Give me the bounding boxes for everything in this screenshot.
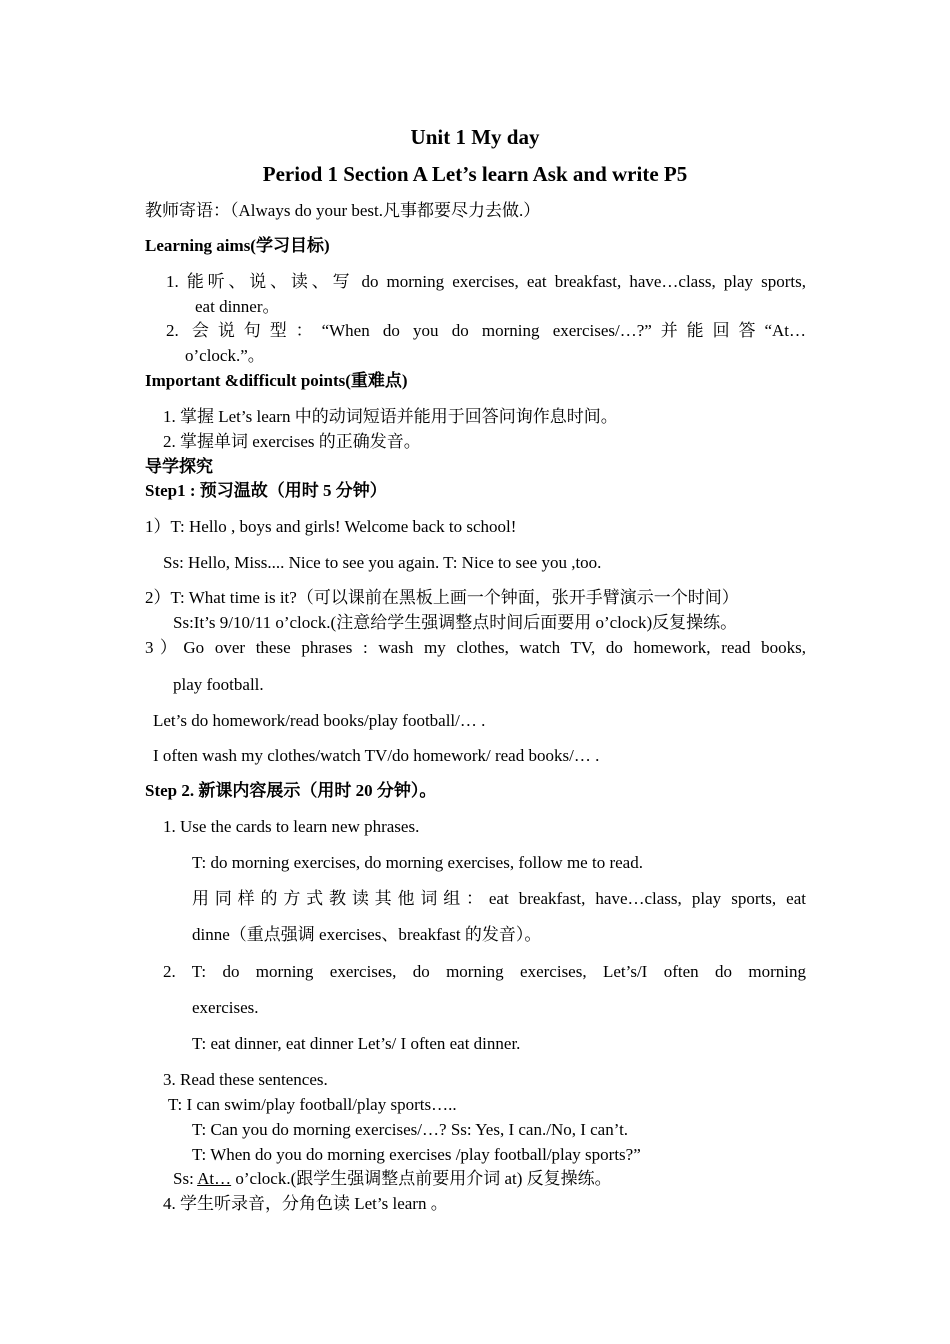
step1-line-6: play football. — [173, 675, 264, 694]
step2-b-line-2: exercises. — [192, 998, 259, 1017]
step1-line-2: Ss: Hello, Miss.... Nice to see you again. T: Nice to see you ,too. — [163, 553, 602, 572]
key-point-1: 1. 掌握 Let’s learn 中的动词短语并能用于回答问询作息时间。 — [163, 407, 618, 426]
step2-a-line-2: T: do morning exercises, do morning exercises, follow me to read. — [192, 853, 643, 872]
step1-line-1: 1）T: Hello , boys and girls! Welcome back to school! — [145, 517, 517, 536]
step1-line-4: Ss:It’s 9/10/11 o’clock.(注意给学生强调整点时间后面要用 o’clock)反复操练。 — [173, 613, 738, 632]
step1-heading: Step1 : 预习温故（用时 5 分钟） — [145, 481, 387, 500]
aim-item-1-line-2: eat dinner。 — [195, 297, 280, 316]
aim-item-2-line-1: 2. 会说句型：“When do you do morning exercises/…?”并能回答“At… — [166, 321, 806, 340]
step2-c-line-5-prefix: Ss: — [173, 1169, 198, 1188]
step2-c-line-5-suffix: o’clock.(跟学生强调整点前要用介词 at) 反复操练。 — [231, 1169, 612, 1188]
key-point-2: 2. 掌握单词 exercises 的正确发音。 — [163, 432, 421, 451]
step2-a-line-3: 用同样的方式教读其他词组：eat breakfast, have…class, play sports, eat — [192, 889, 806, 908]
doc-title: Unit 1 My day — [410, 125, 540, 149]
step2-a-line-1: 1. Use the cards to learn new phrases. — [163, 817, 420, 836]
step1-line-8: I often wash my clothes/watch TV/do homework/ read books/… . — [153, 746, 600, 765]
step2-heading: Step 2. 新课内容展示（用时 20 分钟）。 — [145, 781, 437, 800]
step2-b-line-3: T: eat dinner, eat dinner Let’s/ I often eat dinner. — [192, 1034, 521, 1053]
step2-c-line-2: T: I can swim/play football/play sports….. — [168, 1095, 457, 1114]
learning-aims-heading: Learning aims(学习目标) — [145, 236, 330, 255]
doc-subtitle: Period 1 Section A Let’s learn Ask and write P5 — [262, 162, 688, 186]
step2-c-line-3: T: Can you do morning exercises/…? Ss: Yes, I can./No, I can’t. — [192, 1120, 629, 1139]
aim-item-2-line-2: o’clock.”。 — [185, 346, 265, 365]
step2-c-line-4: T: When do you do morning exercises /play football/play sports?” — [192, 1145, 641, 1164]
step2-b-line-1: 2. T: do morning exercises, do morning exercises, Let’s/I often do morning — [163, 962, 806, 981]
step1-line-5: 3）Go over these phrases : wash my clothes, watch TV, do homework, read books, — [145, 638, 806, 657]
step2-c-line-5-underlined: At… — [197, 1169, 232, 1188]
aim-item-1-line-1: 1. 能听、说、读、写 do morning exercises, eat breakfast, have…class, play sports, — [166, 272, 806, 291]
teacher-motto: 教师寄语：（Always do your best.凡事都要尽力去做.） — [145, 201, 541, 220]
step1-line-7: Let’s do homework/read books/play football/… . — [153, 711, 486, 730]
step2-c-line-1: 3. Read these sentences. — [163, 1070, 328, 1089]
step2-d-line-1: 4. 学生听录音，分角色读 Let’s learn 。 — [163, 1194, 448, 1213]
step2-a-line-4: dinne（重点强调 exercises、breakfast 的发音）。 — [192, 925, 542, 944]
step1-line-3: 2）T: What time is it?（可以课前在黑板上画一个钟面，张开手臂演示一个时间） — [145, 588, 739, 607]
guide-heading: 导学探究 — [145, 457, 213, 476]
key-points-heading: Important &difficult points(重难点) — [145, 371, 408, 390]
step2-c-line-5 — [173, 1168, 612, 1190]
